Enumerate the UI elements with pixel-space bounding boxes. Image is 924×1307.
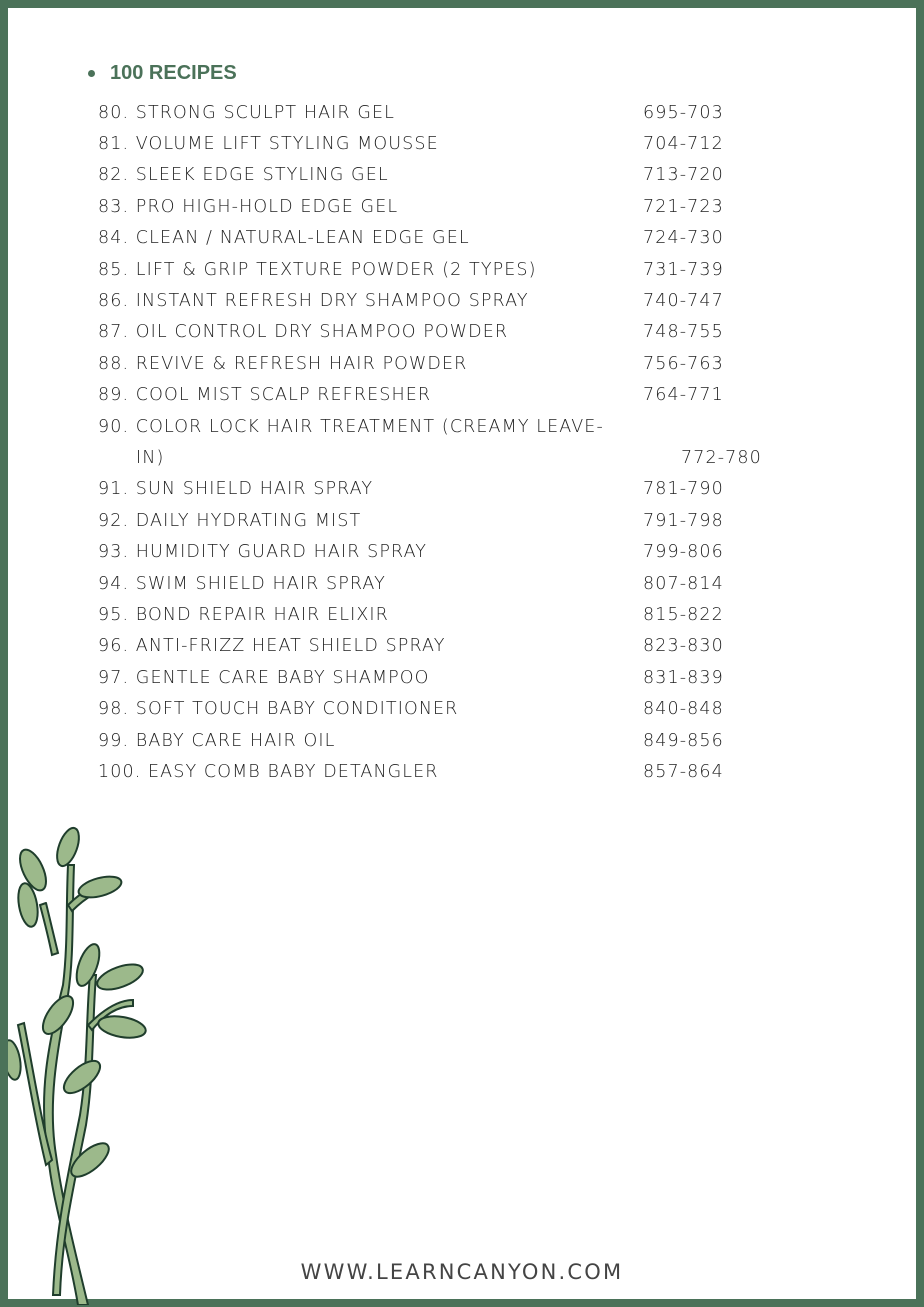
recipe-title: 90. COLOR LOCK HAIR TREATMENT (CREAMY LEAVE-	[98, 416, 604, 437]
page-range: 791-798	[643, 510, 724, 531]
list-item	[98, 474, 778, 505]
page-range: 704-712	[643, 134, 724, 155]
recipe-title: 92. DAILY HYDRATING MIST	[98, 510, 362, 531]
recipe-title: 85. LIFT & GRIP TEXTURE POWDER (2 TYPES)	[98, 259, 537, 280]
page-range: 695-703	[643, 102, 724, 123]
recipe-title: 97. GENTLE CARE BABY SHAMPOO	[98, 667, 430, 688]
list-item	[98, 191, 778, 222]
list-item	[98, 693, 778, 724]
page-range: 748-755	[643, 322, 724, 343]
page-range: 823-830	[643, 636, 724, 657]
list-item	[98, 348, 778, 379]
list-item	[98, 662, 778, 693]
recipe-title: 86. INSTANT REFRESH DRY SHAMPOO SPRAY	[98, 291, 529, 312]
recipe-title: 100. EASY COMB BABY DETANGLER	[98, 761, 439, 782]
page-range: 807-814	[643, 573, 724, 594]
list-item	[98, 317, 778, 348]
recipe-list	[98, 97, 778, 788]
section-heading	[88, 62, 237, 85]
recipe-title: 87. OIL CONTROL DRY SHAMPOO POWDER	[98, 322, 509, 343]
recipe-title: 82. SLEEK EDGE STYLING GEL	[98, 165, 389, 186]
list-item	[98, 599, 778, 630]
list-item	[98, 631, 778, 662]
footer-website: WWW.LEARNCANYON.COM	[300, 1260, 624, 1284]
page-range: 724-730	[643, 228, 724, 249]
list-item	[98, 254, 778, 285]
list-item	[98, 380, 778, 411]
recipe-title: 84. CLEAN / NATURAL-LEAN EDGE GEL	[98, 228, 470, 249]
recipe-title: 99. BABY CARE HAIR OIL	[98, 730, 336, 751]
page-range: 740-747	[643, 291, 724, 312]
page-range: 840-848	[643, 699, 724, 720]
page-range: 731-739	[643, 259, 724, 280]
list-item	[98, 128, 778, 159]
heading-text: 100 RECIPES	[110, 62, 237, 84]
page-range: 772-780	[681, 447, 762, 468]
list-item	[98, 160, 778, 191]
page-range: 781-790	[643, 479, 724, 500]
list-item	[98, 756, 778, 787]
list-item	[98, 223, 778, 254]
page-range: 849-856	[643, 730, 724, 751]
recipe-title: 93. HUMIDITY GUARD HAIR SPRAY	[98, 542, 428, 563]
list-item	[98, 536, 778, 567]
list-item	[98, 411, 778, 442]
page-range: 721-723	[643, 196, 724, 217]
list-item	[98, 568, 778, 599]
recipe-title: 83. PRO HIGH-HOLD EDGE GEL	[98, 196, 399, 217]
page-range: 764-771	[643, 385, 724, 406]
recipe-title: 80. STRONG SCULPT HAIR GEL	[98, 102, 396, 123]
list-item	[98, 725, 778, 756]
recipe-title: 98. SOFT TOUCH BABY CONDITIONER	[98, 699, 459, 720]
page-range: 857-864	[643, 761, 724, 782]
plant-illustration-icon	[8, 825, 158, 1305]
recipe-title: 81. VOLUME LIFT STYLING MOUSSE	[98, 134, 439, 155]
page-range: 831-839	[643, 667, 724, 688]
page-range: 756-763	[643, 353, 724, 374]
recipe-title: 91. SUN SHIELD HAIR SPRAY	[98, 479, 374, 500]
recipe-title: 95. BOND REPAIR HAIR ELIXIR	[98, 604, 389, 625]
recipe-title: IN)	[136, 447, 165, 468]
bullet-icon	[88, 70, 95, 77]
page-range: 713-720	[643, 165, 724, 186]
recipe-title: 88. REVIVE & REFRESH HAIR POWDER	[98, 353, 468, 374]
list-item	[98, 442, 778, 473]
recipe-title: 89. COOL MIST SCALP REFRESHER	[98, 385, 432, 406]
recipe-title: 96. ANTI-FRIZZ HEAT SHIELD SPRAY	[98, 636, 446, 657]
page-range: 815-822	[643, 604, 724, 625]
recipe-title: 94. SWIM SHIELD HAIR SPRAY	[98, 573, 386, 594]
list-item	[98, 285, 778, 316]
list-item	[98, 505, 778, 536]
list-item	[98, 97, 778, 128]
page-range: 799-806	[643, 542, 724, 563]
